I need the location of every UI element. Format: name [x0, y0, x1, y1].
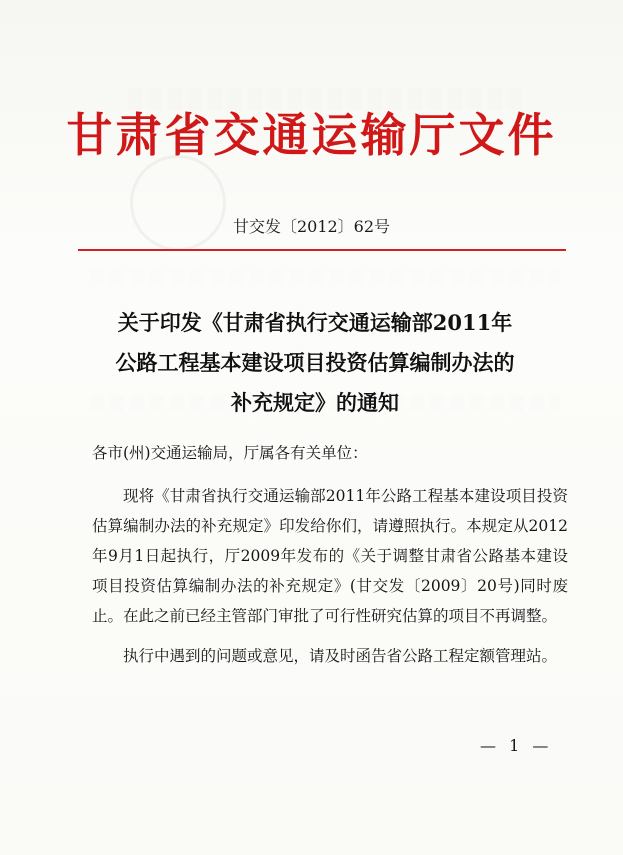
- body-paragraph: 执行中遇到的问题或意见，请及时函告省公路工程定额管理站。: [123, 647, 558, 665]
- notice-title: [60, 303, 570, 423]
- notice-title-line: 补充规定》的通知: [231, 390, 399, 415]
- notice-body: [92, 481, 568, 671]
- recipients-line: 各市(州)交通运输局，厅属各有关单位：: [92, 444, 368, 462]
- body-paragraph: 现将《甘肃省执行交通运输部2011年公路工程基本建设项目投资估算编制办法的补充规定》印发给你们，请遵照执行。本规定从2012年9月1日起执行，厅2009年发布的《关于调整甘肃省公路基本建设项目投资估算编制办法的补充规定》(甘交发〔2009〕20号)同时废止。在此之前已经主管部门审批了可行性研究估算的项目不再调整。: [92, 487, 568, 625]
- red-divider: [78, 249, 566, 251]
- notice-title-line: 关于印发《甘肃省执行交通运输部2011年: [117, 310, 513, 335]
- show-through-texture: [90, 268, 560, 286]
- document-header-title: 甘肃省交通运输厅文件: [66, 108, 557, 162]
- page-number: — 1 —: [480, 736, 553, 755]
- document-number: 甘交发〔2012〕62号: [232, 217, 391, 236]
- notice-title-line: 公路工程基本建设项目投资估算编制办法的: [115, 350, 515, 375]
